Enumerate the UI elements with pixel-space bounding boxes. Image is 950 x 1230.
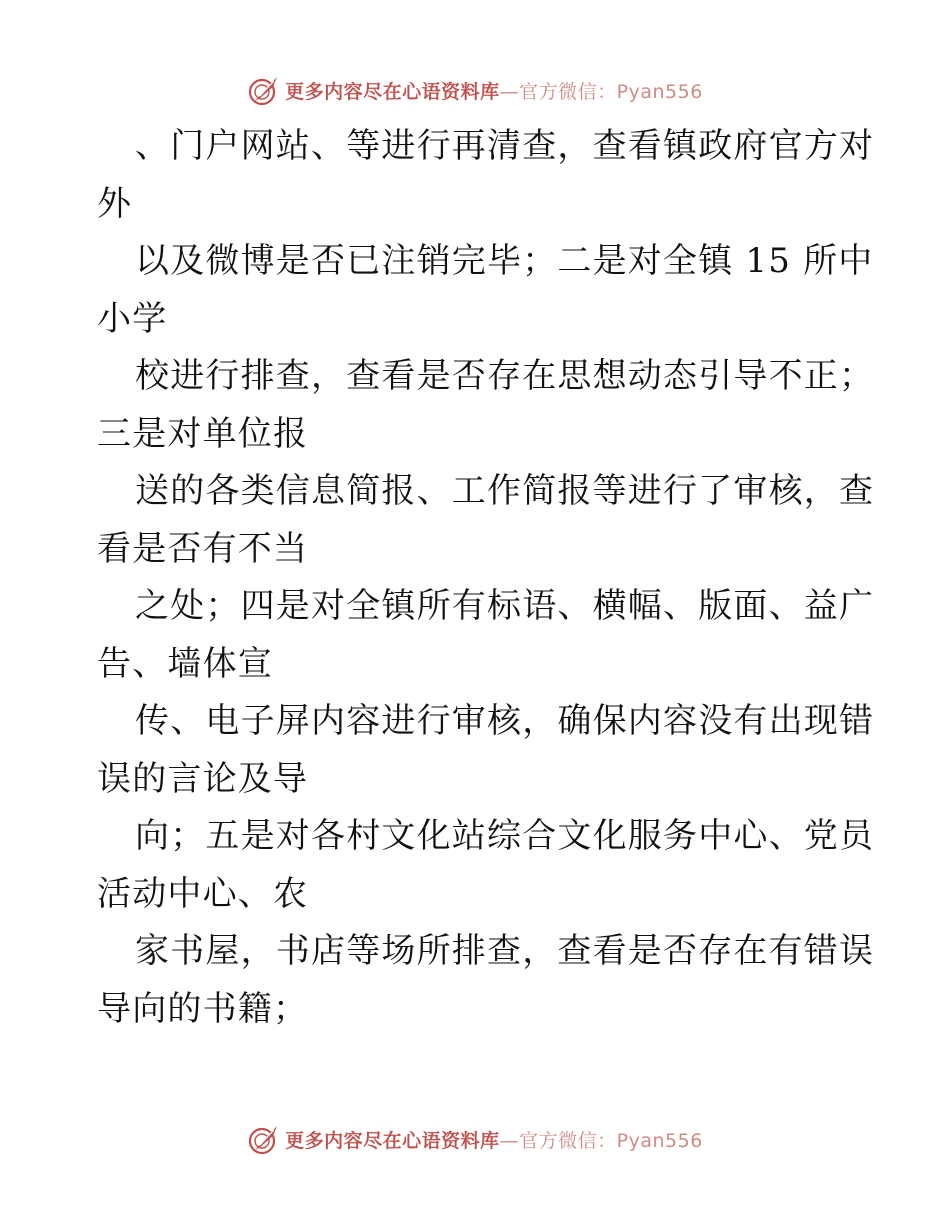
text-line: 小学 — [97, 298, 168, 339]
header-watermark — [0, 70, 950, 110]
quill-logo-icon — [247, 73, 281, 107]
watermark-contact: —官方微信：Pyan556 — [499, 1129, 703, 1152]
document-body — [97, 118, 875, 1038]
text-line: 导向的书籍； — [97, 988, 309, 1029]
text-line: 以及微博是否已注销完毕；二是对全镇 15 所中 — [135, 241, 874, 281]
text-line: 之处；四是对全镇所有标语、横幅、版面、益广 — [135, 586, 875, 626]
text-line: 误的言论及导 — [97, 758, 309, 799]
watermark-brand: 更多内容尽在心语资料库 — [285, 1129, 500, 1152]
footer-watermark — [0, 1119, 950, 1159]
text-line: 、门户网站、等进行再清查，查看镇政府官方对 — [135, 126, 875, 166]
quill-logo-icon — [247, 1122, 281, 1156]
watermark-text — [285, 1126, 703, 1153]
text-line: 告、墙体宣 — [97, 643, 273, 684]
text-line: 活动中心、农 — [97, 873, 309, 914]
text-line: 送的各类信息简报、工作简报等进行了审核，查 — [135, 471, 875, 511]
text-line: 三是对单位报 — [97, 413, 309, 454]
watermark-text — [285, 77, 703, 104]
watermark-brand: 更多内容尽在心语资料库 — [285, 80, 500, 103]
watermark-contact: —官方微信：Pyan556 — [499, 80, 703, 103]
text-line: 家书屋，书店等场所排查，查看是否存在有错误 — [135, 931, 875, 971]
text-line: 向；五是对各村文化站综合文化服务中心、党员 — [135, 816, 875, 856]
text-line: 看是否有不当 — [97, 528, 309, 569]
text-line: 校进行排查，查看是否存在思想动态引导不正； — [135, 356, 875, 396]
text-line: 传、电子屏内容进行审核，确保内容没有出现错 — [135, 701, 875, 741]
text-line: 外 — [97, 183, 133, 224]
